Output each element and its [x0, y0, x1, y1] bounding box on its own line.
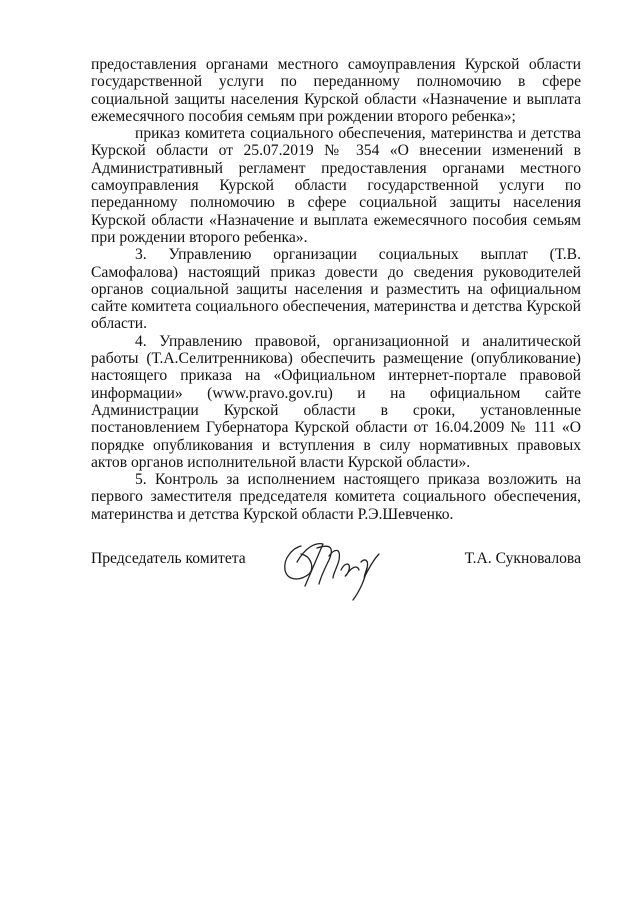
paragraph-order-354: приказ комитета социального обеспечения, материнства и детства Курской области от 25.07.2019 № 354 «О внесении изменений в Административный регламент предоставления органами местного самоуправления Курской области государственной услуги по переданному полномочию в сфере социальной защиты населения Курской области «Назначение и выплата ежемесячного пособия семьям при рождении второго ребенка». — [91, 125, 581, 246]
signature-block — [91, 534, 581, 604]
paragraph-item-5: 5. Контроль за исполнением настоящего приказа возложить на первого заместителя председателя комитета социального обеспечения, материнства и детства Курской области Р.Э.Шевченко. — [91, 471, 581, 523]
handwritten-signature — [271, 534, 391, 604]
paragraph-item-3: 3. Управлению организации социальных выплат (Т.В. Самофалова) настоящий приказ довести до сведения руководителей органов социальной защиты населения и разместить на официальном сайте комитета социального обеспечения, материнства и детства Курской области. — [91, 246, 581, 333]
signatory-name: Т.А. Сукновалова — [464, 550, 581, 567]
signatory-title: Председатель комитета — [91, 550, 246, 567]
paragraph-continuation: предоставления органами местного самоуправления Курской области государственной услуги по переданному полномочию в сфере социальной защиты населения Курской области «Назначение и выплата ежемесячного пособия семьям при рождении второго ребенка»; — [91, 56, 581, 125]
paragraph-item-4: 4. Управлению правовой, организационной и аналитической работы (Т.А.Селитренникова) обеспечить размещение (опубликование) настоящего приказа на «Официальном интернет-портале правовой информации» (www.pravo.gov.ru) и на официальном сайте Администрации Курской области в сроки, установленные постановлением Губернатора Курской области от 16.04.2009 № 111 «О порядке опубликования и вступления в силу нормативных правовых актов органов исполнительной власти Курской области». — [91, 332, 581, 471]
document-body — [91, 56, 581, 523]
